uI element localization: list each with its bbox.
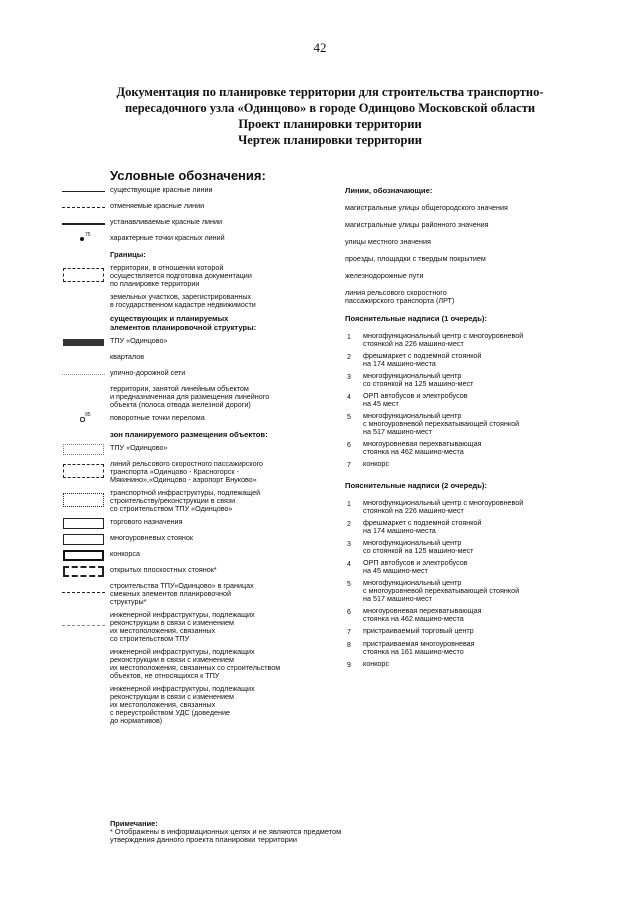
label-number: 4: [347, 561, 351, 568]
label-item: [335, 372, 575, 388]
label-text: фрешмаркет с подземной стоянкой на 174 машино-места: [363, 351, 482, 368]
label-text: пристраиваемый торговый центр: [363, 626, 474, 635]
turn-point-number: 95: [85, 412, 91, 418]
label-text: многоуровневая перехватывающая стоянка на 462 машино-места: [363, 439, 482, 456]
label-item: [335, 499, 575, 515]
document-title: [60, 84, 600, 148]
lrt-zone-symbol: [60, 460, 107, 482]
title-line: пересадочного узла «Одинцово» в городе Одинцово Московской области: [124, 101, 536, 115]
legend-label: отменяемые красные линии: [110, 201, 205, 210]
note: [110, 820, 341, 844]
line-type: линия рельсового скоростного пассажирского транспорта (ЛРТ): [345, 288, 455, 305]
title-line: Проект планировки территории: [238, 117, 422, 131]
label-number: 4: [347, 394, 351, 401]
label-item: [335, 579, 575, 603]
cancelled-red-line-symbol: [60, 202, 107, 213]
labels1-list: [335, 332, 575, 469]
label-item: [335, 392, 575, 408]
labels1-heading: Пояснительные надписи (1 очередь):: [345, 314, 487, 323]
label-number: 5: [347, 581, 351, 588]
label-item: [335, 332, 575, 348]
page-number: 42: [313, 40, 327, 55]
legend-label: открытых плоскостных стоянок*: [110, 565, 217, 574]
label-number: 7: [347, 462, 351, 469]
label-text: многофункциональный центр с многоуровневой стоянкой на 226 машино-мест: [363, 331, 524, 348]
railway-strip-symbol: [60, 385, 107, 407]
label-text: многофункциональный центр с многоуровневой перехватывающей стоянкой на 517 машино-мест: [363, 411, 520, 436]
legend-label: территории, в отношении которой осуществляется подготовка документации по планировке территории: [110, 263, 252, 288]
legend-label: конкорса: [110, 549, 141, 558]
label-item: [335, 660, 575, 669]
label-number: 1: [347, 334, 351, 341]
label-item: [335, 412, 575, 436]
street-network-symbol: [60, 369, 107, 380]
legend-heading: Условные обозначения:: [110, 168, 266, 183]
label-number: 9: [347, 662, 351, 669]
label-number: 6: [347, 609, 351, 616]
label-item: [335, 539, 575, 555]
title-line: Документация по планировке территории для строительства транспортно-: [116, 85, 544, 99]
legend-label: инженерной инфраструктуры, подлежащих реконструкции в связи с изменением их местоположения, связанных с переустройством УДС (доведение до нормативов): [110, 684, 255, 725]
label-text: многофункциональный центр с многоуровневой перехватывающей стоянкой на 517 машино-мест: [363, 578, 520, 603]
turn-point-symbol: [60, 414, 107, 425]
trade-zone-symbol: [60, 518, 107, 529]
label-number: 2: [347, 354, 351, 361]
legend-label: ТПУ «Одинцово»: [110, 336, 168, 345]
adjacent-zone-symbol: [60, 582, 107, 604]
engineering-infra-other-symbol: [60, 648, 107, 678]
parking-zone-symbol: [60, 534, 107, 545]
label-item: [335, 627, 575, 636]
borders-heading: Границы:: [110, 250, 146, 259]
legend-label: линий рельсового скоростного пассажирского транспорта «Одинцово - Красногорск - Мякинино»,«Одинцово - аэропорт Внуково»: [110, 459, 264, 484]
label-number: 1: [347, 501, 351, 508]
engineering-infra-uds-symbol: [60, 685, 107, 723]
legend-label: существующие красные линии: [110, 185, 213, 194]
line-type: железнодорожные пути: [345, 271, 424, 280]
quarter-symbol: [60, 353, 107, 364]
legend-label: торгового назначения: [110, 517, 183, 526]
label-item: [335, 607, 575, 623]
legend-left-column: [60, 186, 345, 730]
label-number: 2: [347, 521, 351, 528]
open-parking-zone-symbol: [60, 566, 107, 577]
legend-label: кварталов: [110, 352, 145, 361]
engineering-infra-tpu-symbol: [60, 611, 107, 641]
planning-area-border-symbol: [60, 264, 107, 286]
label-number: 3: [347, 541, 351, 548]
lines-heading: Линии, обозначающие:: [345, 186, 433, 195]
legend-right-column: [335, 186, 575, 673]
label-text: многофункциональный центр со стоянкой на 125 машино-мест: [363, 538, 474, 555]
elements-heading: существующих и планируемых элементов планировочной структуры:: [110, 314, 257, 332]
labels2-list: [335, 499, 575, 669]
legend-label: инженерной инфраструктуры, подлежащих реконструкции в связи с изменением их местоположения, связанных со строительством объектов, не относящихся к ТПУ: [110, 647, 281, 680]
label-item: [335, 559, 575, 575]
labels2-heading: Пояснительные надписи (2 очередь):: [345, 481, 487, 490]
legend-label: строительства ТПУ«Одинцово» в границах смежных элементов планировочной структуры*: [110, 581, 254, 606]
legend-label: земельных участков, зарегистрированных в государственном кадастре недвижимости: [110, 292, 256, 309]
line-type: магистральные улицы районного значения: [345, 220, 489, 229]
label-text: многофункциональный центр со стоянкой на 125 машино-мест: [363, 371, 474, 388]
transport-infra-zone-symbol: [60, 489, 107, 511]
point-number: 75: [85, 232, 91, 238]
legend-label: инженерной инфраструктуры, подлежащих реконструкции в связи с изменением их местоположения, связанных со строительством ТПУ: [110, 610, 255, 643]
existing-red-line-symbol: [60, 186, 107, 197]
legend-label: характерные точки красных линий: [110, 233, 225, 242]
line-type: проезды, площадки с твердым покрытием: [345, 254, 486, 263]
label-item: [335, 519, 575, 535]
label-number: 8: [347, 642, 351, 649]
label-text: ОРП автобусов и электробусов на 45 машино-мест: [363, 558, 468, 575]
label-item: [335, 640, 575, 656]
established-red-line-symbol: [60, 218, 107, 229]
legend-label: улично-дорожной сети: [110, 368, 186, 377]
tpu-element-symbol: [60, 337, 107, 348]
label-number: 6: [347, 442, 351, 449]
line-type: магистральные улицы общегородского значения: [345, 203, 508, 212]
legend-label: территории, занятой линейным объектом и предназначенная для размещения линейного объекта (полоса отвода железной дороги): [110, 384, 270, 409]
tpu-zone-symbol: [60, 444, 107, 455]
legend-label: устанавливаемые красные линии: [110, 217, 223, 226]
note-line: * Отображены в информационных целях и не являются предметом: [110, 827, 342, 836]
label-text: ОРП автобусов и электробусов на 45 мест: [363, 391, 468, 408]
concourse-zone-symbol: [60, 550, 107, 561]
note-heading: Примечание:: [110, 819, 158, 828]
legend-label: многоуровневых стоянок: [110, 533, 193, 542]
label-text: многоуровневая перехватывающая стоянка на 462 машино-места: [363, 606, 482, 623]
zones-heading: зон планируемого размещения объектов:: [110, 430, 268, 439]
legend-label: поворотные точки перелома: [110, 413, 205, 422]
title-line: Чертеж планировки территории: [238, 133, 422, 147]
land-plot-border-symbol: [60, 293, 107, 309]
label-number: 5: [347, 414, 351, 421]
label-number: 3: [347, 374, 351, 381]
label-item: [335, 460, 575, 469]
label-text: конкорс: [363, 459, 390, 468]
label-text: конкорс: [363, 659, 390, 668]
label-text: фрешмаркет с подземной стоянкой на 174 машино-места: [363, 518, 482, 535]
label-number: 7: [347, 629, 351, 636]
legend-label: ТПУ «Одинцово»: [110, 443, 168, 452]
line-type: улицы местного значения: [345, 237, 431, 246]
label-text: многофункциональный центр с многоуровневой стоянкой на 226 машино-мест: [363, 498, 524, 515]
legend-label: транспортной инфраструктуры, подлежащей строительству/реконструкции в связи со строительством ТПУ «Одинцово»: [110, 488, 261, 513]
label-text: пристраиваемая многоуровневая стоянка на 161 машино-место: [363, 639, 475, 656]
note-line: утверждения данного проекта планировки территории: [110, 835, 298, 844]
red-line-point-symbol: [60, 234, 107, 245]
label-item: [335, 440, 575, 456]
label-item: [335, 352, 575, 368]
